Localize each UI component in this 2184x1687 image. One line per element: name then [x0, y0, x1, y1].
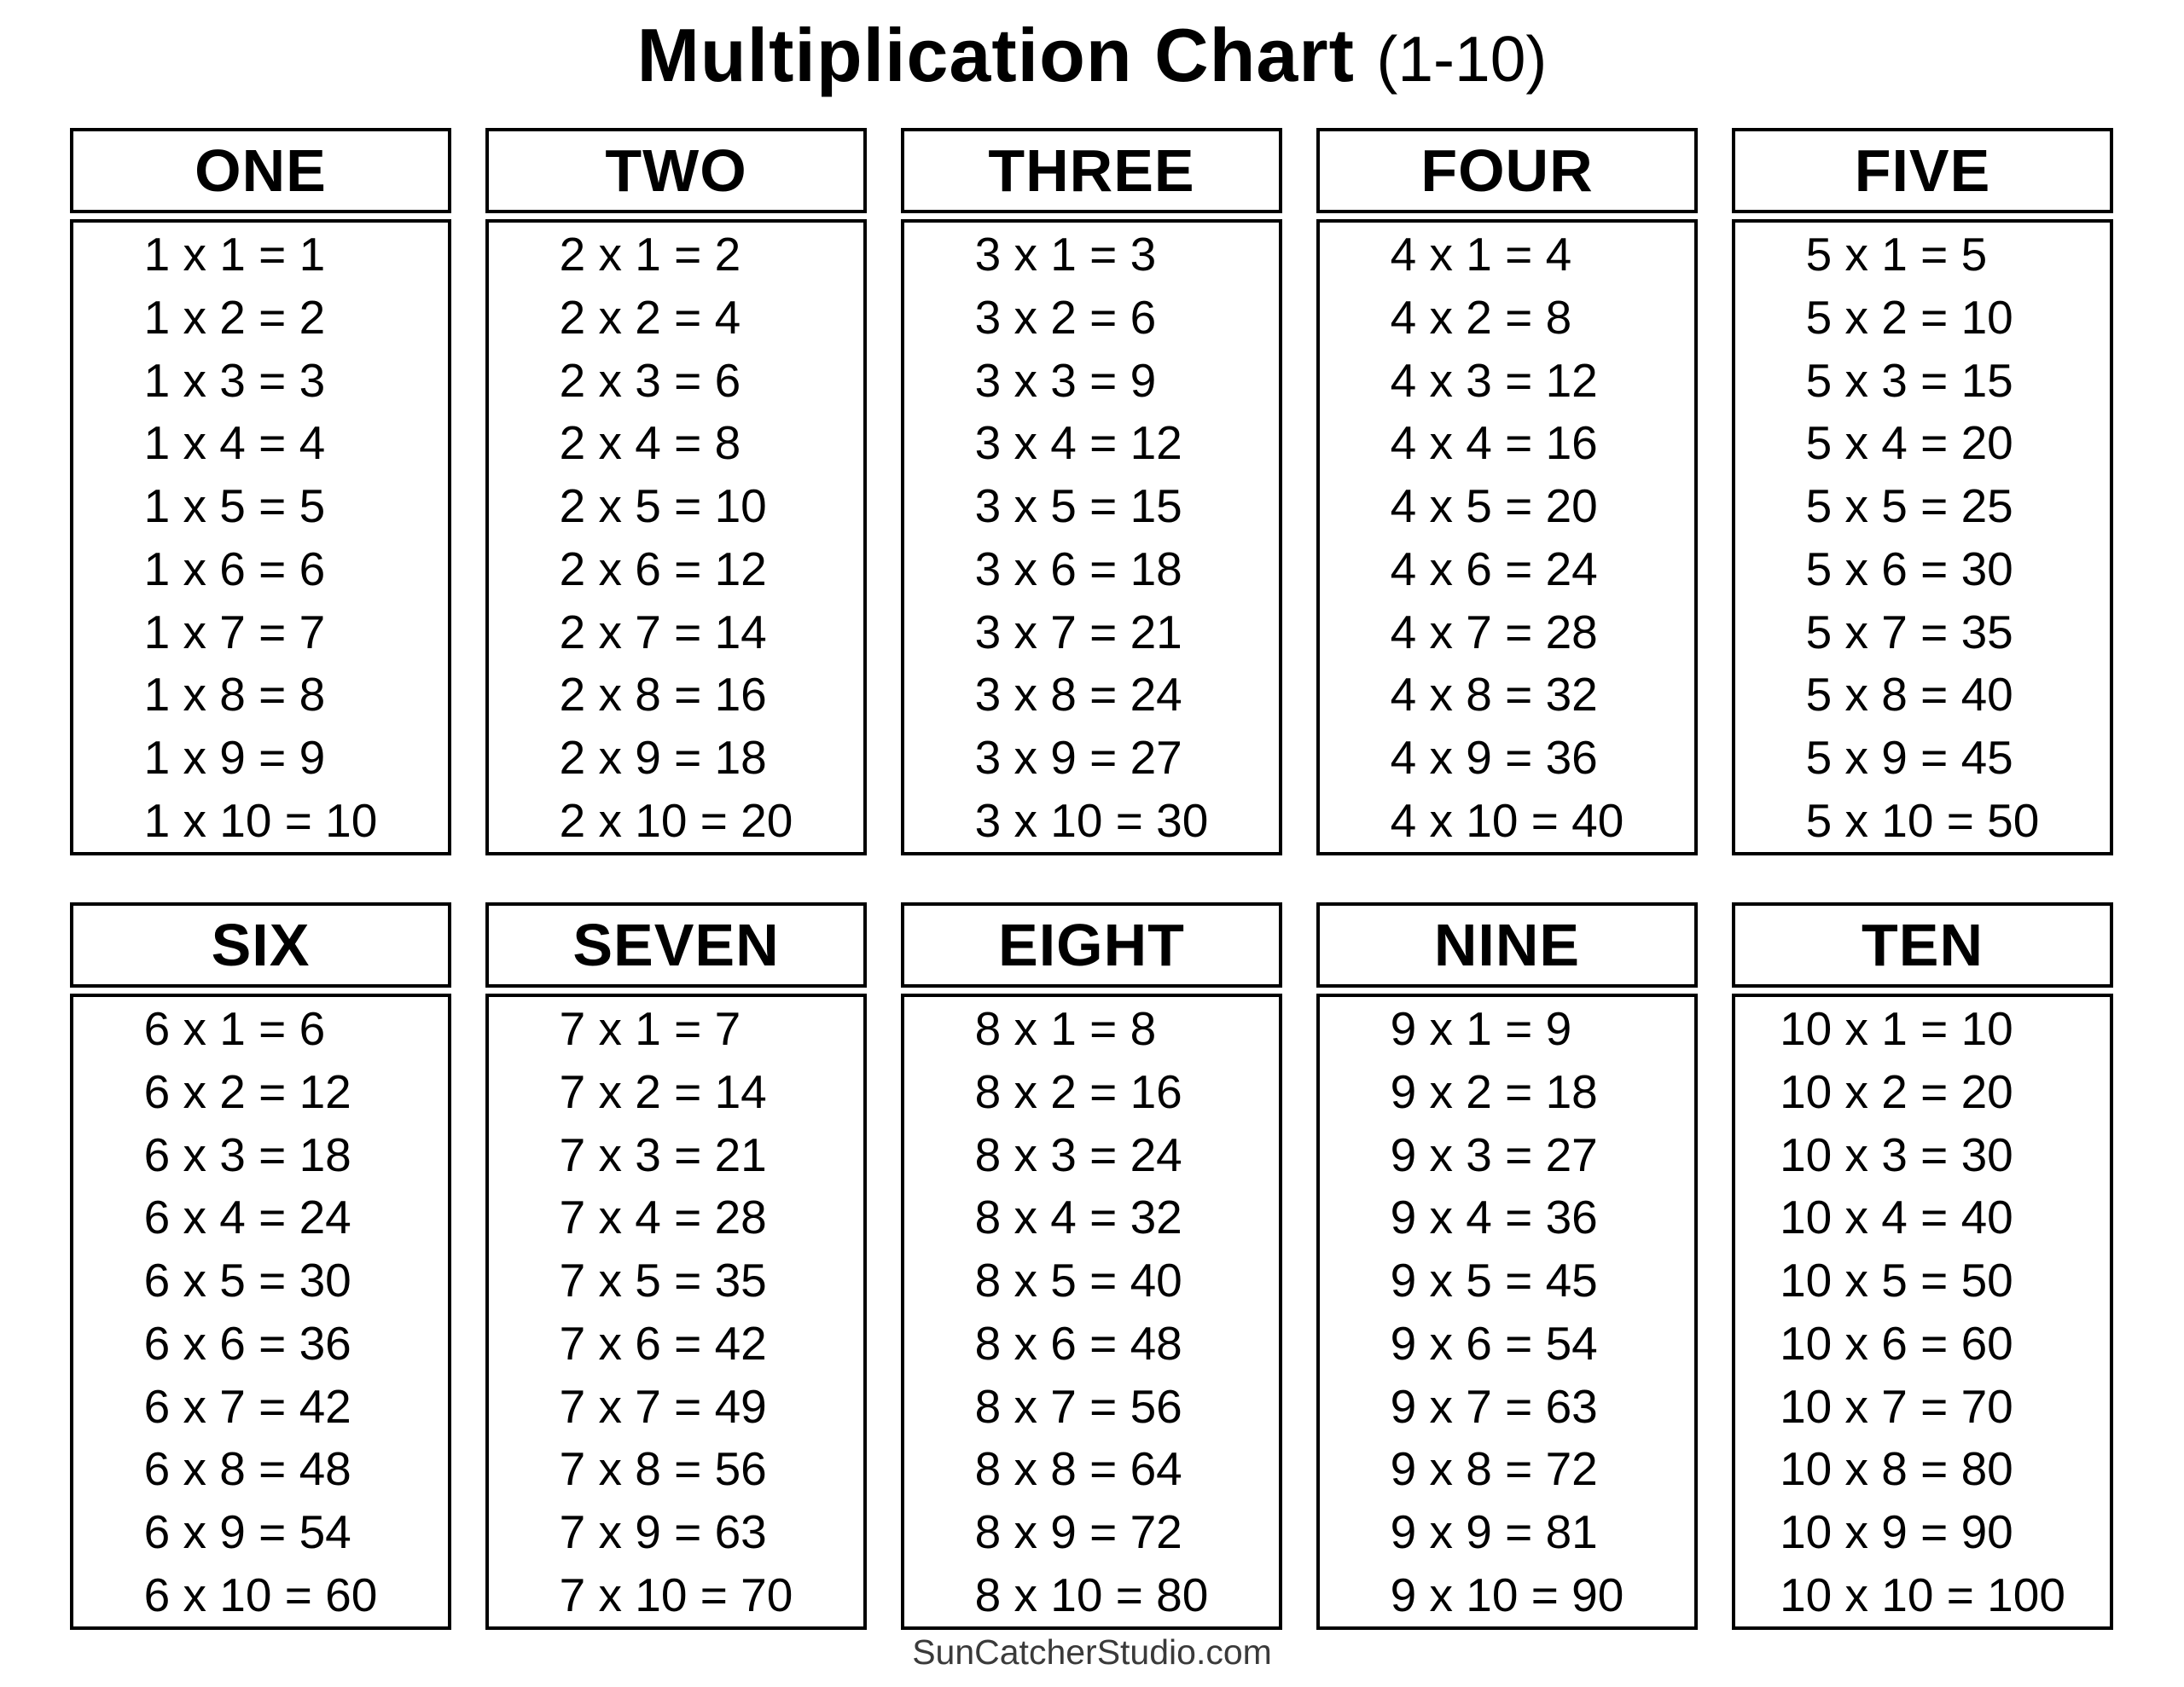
fact-row: 4 x 1 = 4	[1390, 227, 1572, 281]
fact-row: 3 x 6 = 18	[974, 542, 1182, 595]
table-card-body	[1316, 994, 1698, 1630]
table-card-body	[901, 994, 1282, 1630]
fact-list	[975, 223, 1209, 852]
page-title	[0, 12, 2184, 99]
fact-row: 8 x 10 = 80	[974, 1568, 1209, 1622]
fact-row: 7 x 9 = 63	[559, 1505, 767, 1559]
fact-row: 3 x 7 = 21	[974, 605, 1182, 658]
fact-row: 7 x 6 = 42	[559, 1316, 767, 1370]
fact-row: 6 x 1 = 6	[143, 1001, 326, 1055]
fact-row: 7 x 10 = 70	[559, 1568, 793, 1622]
fact-row: 7 x 1 = 7	[559, 1001, 741, 1055]
fact-row: 10 x 6 = 60	[1780, 1316, 2013, 1370]
table-card-header: ONE	[70, 128, 451, 213]
fact-row: 1 x 2 = 2	[143, 290, 326, 344]
fact-row: 7 x 7 = 49	[559, 1379, 767, 1433]
fact-row: 10 x 2 = 20	[1780, 1064, 2013, 1118]
table-card-eight	[901, 902, 1282, 1630]
fact-row: 2 x 8 = 16	[559, 668, 767, 722]
fact-row: 9 x 4 = 36	[1390, 1191, 1598, 1244]
fact-row: 1 x 5 = 5	[143, 479, 326, 533]
fact-row: 5 x 9 = 45	[1805, 731, 2013, 785]
fact-row: 5 x 4 = 20	[1805, 416, 2013, 470]
table-card-four	[1316, 128, 1698, 855]
table-card-header: FIVE	[1732, 128, 2113, 213]
fact-row: 2 x 3 = 6	[559, 353, 741, 407]
fact-row: 8 x 1 = 8	[974, 1001, 1157, 1055]
table-card-nine	[1316, 902, 1698, 1630]
fact-row: 5 x 6 = 30	[1805, 542, 2013, 595]
fact-row: 6 x 10 = 60	[143, 1568, 378, 1622]
fact-row: 3 x 1 = 3	[974, 227, 1157, 281]
fact-row: 5 x 2 = 10	[1805, 290, 2013, 344]
fact-row: 6 x 6 = 36	[143, 1316, 351, 1370]
table-card-header: THREE	[901, 128, 1282, 213]
table-card-header: NINE	[1316, 902, 1698, 988]
table-card-body	[485, 994, 867, 1630]
table-card-body	[1732, 219, 2113, 855]
table-card-header: TWO	[485, 128, 867, 213]
fact-row: 3 x 4 = 12	[974, 416, 1182, 470]
table-card-two	[485, 128, 867, 855]
fact-row: 5 x 3 = 15	[1805, 353, 2013, 407]
fact-row: 3 x 5 = 15	[974, 479, 1182, 533]
fact-row: 8 x 2 = 16	[974, 1064, 1182, 1118]
fact-row: 4 x 4 = 16	[1390, 416, 1598, 470]
fact-row: 2 x 2 = 4	[559, 290, 741, 344]
fact-row: 9 x 7 = 63	[1390, 1379, 1598, 1433]
fact-row: 2 x 9 = 18	[559, 731, 767, 785]
fact-row: 4 x 5 = 20	[1390, 479, 1598, 533]
fact-row: 7 x 4 = 28	[559, 1191, 767, 1244]
footer-credit: SunCatcherStudio.com	[912, 1632, 1272, 1672]
fact-row: 6 x 5 = 30	[143, 1254, 351, 1307]
table-card-one	[70, 128, 451, 855]
fact-row: 8 x 4 = 32	[974, 1191, 1182, 1244]
fact-row: 7 x 3 = 21	[559, 1128, 767, 1181]
fact-row: 4 x 3 = 12	[1390, 353, 1598, 407]
fact-row: 8 x 5 = 40	[974, 1254, 1182, 1307]
fact-row: 1 x 1 = 1	[143, 227, 326, 281]
fact-row: 3 x 10 = 30	[974, 794, 1209, 848]
fact-row: 2 x 10 = 20	[559, 794, 793, 848]
fact-row: 2 x 4 = 8	[559, 416, 741, 470]
fact-row: 7 x 2 = 14	[559, 1064, 767, 1118]
page-title-range: (1-10)	[1376, 23, 1548, 95]
fact-row: 1 x 3 = 3	[143, 353, 326, 407]
fact-row: 2 x 6 = 12	[559, 542, 767, 595]
fact-row: 6 x 9 = 54	[143, 1505, 351, 1559]
table-card-six	[70, 902, 451, 1630]
fact-row: 8 x 7 = 56	[974, 1379, 1182, 1433]
fact-row: 8 x 9 = 72	[974, 1505, 1182, 1559]
fact-row: 10 x 1 = 10	[1780, 1001, 2013, 1055]
fact-row: 2 x 5 = 10	[559, 479, 767, 533]
table-card-body	[70, 994, 451, 1630]
fact-row: 1 x 8 = 8	[143, 668, 326, 722]
fact-row: 5 x 5 = 25	[1805, 479, 2013, 533]
fact-row: 1 x 4 = 4	[143, 416, 326, 470]
fact-row: 4 x 9 = 36	[1390, 731, 1598, 785]
fact-row: 3 x 2 = 6	[974, 290, 1157, 344]
fact-list	[1780, 997, 2065, 1626]
fact-list	[1806, 223, 2040, 852]
fact-row: 4 x 8 = 32	[1390, 668, 1598, 722]
fact-row: 7 x 5 = 35	[559, 1254, 767, 1307]
fact-row: 9 x 1 = 9	[1390, 1001, 1572, 1055]
table-card-header: FOUR	[1316, 128, 1698, 213]
fact-row: 9 x 5 = 45	[1390, 1254, 1598, 1307]
fact-row: 3 x 9 = 27	[974, 731, 1182, 785]
fact-list	[144, 223, 378, 852]
fact-row: 9 x 3 = 27	[1390, 1128, 1598, 1181]
fact-row: 2 x 7 = 14	[559, 605, 767, 658]
fact-list	[560, 223, 793, 852]
table-card-header: EIGHT	[901, 902, 1282, 988]
fact-row: 8 x 6 = 48	[974, 1316, 1182, 1370]
fact-row: 10 x 9 = 90	[1780, 1505, 2013, 1559]
fact-row: 6 x 3 = 18	[143, 1128, 351, 1181]
fact-row: 9 x 8 = 72	[1390, 1442, 1598, 1496]
fact-row: 9 x 6 = 54	[1390, 1316, 1598, 1370]
fact-row: 6 x 4 = 24	[143, 1191, 351, 1244]
fact-list	[1391, 223, 1624, 852]
fact-row: 1 x 7 = 7	[143, 605, 326, 658]
table-card-ten	[1732, 902, 2113, 1630]
fact-list	[975, 997, 1209, 1626]
table-card-header: SIX	[70, 902, 451, 988]
table-card-body	[485, 219, 867, 855]
table-card-header: TEN	[1732, 902, 2113, 988]
fact-row: 6 x 8 = 48	[143, 1442, 351, 1496]
fact-row: 5 x 10 = 50	[1805, 794, 2040, 848]
fact-row: 6 x 2 = 12	[143, 1064, 351, 1118]
fact-row: 8 x 8 = 64	[974, 1442, 1182, 1496]
table-card-body	[901, 219, 1282, 855]
fact-row: 7 x 8 = 56	[559, 1442, 767, 1496]
fact-list	[144, 997, 378, 1626]
fact-row: 10 x 4 = 40	[1780, 1191, 2013, 1244]
table-card-body	[1316, 219, 1698, 855]
fact-row: 5 x 8 = 40	[1805, 668, 2013, 722]
fact-row: 1 x 6 = 6	[143, 542, 326, 595]
fact-row: 9 x 9 = 81	[1390, 1505, 1598, 1559]
fact-row: 2 x 1 = 2	[559, 227, 741, 281]
fact-row: 5 x 1 = 5	[1805, 227, 1988, 281]
fact-row: 3 x 8 = 24	[974, 668, 1182, 722]
fact-row: 4 x 7 = 28	[1390, 605, 1598, 658]
fact-row: 10 x 10 = 100	[1780, 1568, 2065, 1622]
fact-row: 9 x 10 = 90	[1390, 1568, 1624, 1622]
fact-row: 8 x 3 = 24	[974, 1128, 1182, 1181]
fact-row: 9 x 2 = 18	[1390, 1064, 1598, 1118]
table-card-body	[1732, 994, 2113, 1630]
fact-row: 1 x 10 = 10	[143, 794, 378, 848]
fact-row: 3 x 3 = 9	[974, 353, 1157, 407]
fact-list	[560, 997, 793, 1626]
fact-row: 4 x 6 = 24	[1390, 542, 1598, 595]
fact-row: 1 x 9 = 9	[143, 731, 326, 785]
table-card-body	[70, 219, 451, 855]
fact-row: 10 x 3 = 30	[1780, 1128, 2013, 1181]
fact-row: 4 x 2 = 8	[1390, 290, 1572, 344]
table-card-header: SEVEN	[485, 902, 867, 988]
table-card-five	[1732, 128, 2113, 855]
tables-grid	[70, 128, 2113, 1630]
table-card-three	[901, 128, 1282, 855]
fact-row: 10 x 7 = 70	[1780, 1379, 2013, 1433]
fact-row: 5 x 7 = 35	[1805, 605, 2013, 658]
fact-row: 6 x 7 = 42	[143, 1379, 351, 1433]
fact-row: 4 x 10 = 40	[1390, 794, 1624, 848]
fact-row: 10 x 8 = 80	[1780, 1442, 2013, 1496]
fact-list	[1391, 997, 1624, 1626]
page-title-main: Multiplication Chart	[636, 13, 1355, 97]
fact-row: 10 x 5 = 50	[1780, 1254, 2013, 1307]
table-card-seven	[485, 902, 867, 1630]
